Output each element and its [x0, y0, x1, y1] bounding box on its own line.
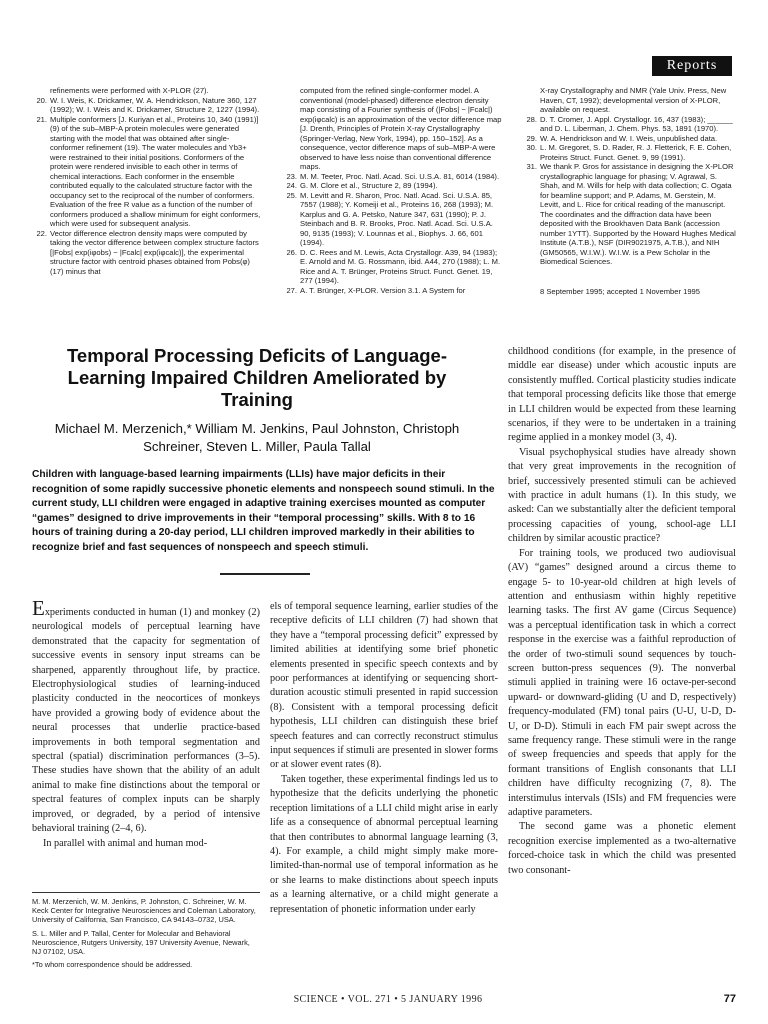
body-paragraph: childhood conditions (for example, in the presence of middle ear disease) under which acoustic inputs are consistently muffled. Cortical plasticity studies indicate that temporal processing deficits like those that emerge in LLI children would be expected from these learning scenarios, if they were to be undertaken in a training regime applied in a monkey model (3, 4). [508, 346, 736, 444]
reference-item [522, 162, 738, 267]
reference-text: M. M. Teeter, Proc. Natl. Acad. Sci. U.S.A. 81, 6014 (1984). [300, 171, 500, 181]
abstract-divider [220, 573, 310, 575]
body-column-2 [270, 600, 498, 917]
references-column-2 [282, 86, 504, 295]
reference-item [522, 134, 738, 144]
body-paragraph: The second game was a phonetic element recognition exercise implemented as a two-alternative forced-choice task in which the child was presented two consonant- [508, 821, 736, 876]
page-number: 77 [723, 993, 736, 1005]
correspondence-note: *To whom correspondence should be addressed. [32, 960, 193, 970]
references-block [32, 86, 736, 326]
section-badge: Reports [652, 56, 732, 76]
reference-number: 26. [286, 247, 297, 257]
reference-number: 22. [36, 228, 47, 238]
article-title: Temporal Processing Deficits of Language-Learning Impaired Children Ameliorated by Training [66, 345, 447, 410]
reference-item [32, 96, 262, 115]
article-abstract: Children with language-based learning impairments (LLIs) have major deficits in their recognition of some rapidly successive phonetic elements and nonspeech sound stimuli. In the current study, LLI children were engaged in adaptive training exercises mounted as computer “games” designed to drive improvements in their “temporal processing” skills. With 8 to 16 hours of training during a 20-day period, LLI children improved markedly in their abilities to recognize brief and fast sequences of nonspeech and speech stimuli. [32, 469, 495, 553]
reference-number: 30. [526, 143, 537, 152]
reference-text: W. I. Weis, K. Drickamer, W. A. Hendrickson, Nature 360, 127 (1992); W. I. Weis and K. Drickamer, Structure 2, 1227 (1994). [50, 95, 260, 114]
footnote-divider [32, 892, 260, 893]
reference-item [282, 286, 504, 296]
article-authors: Michael M. Merzenich,* William M. Jenkins, Paul Johnston, Christoph Schreiner, Steven L. Miller, Paula Tallal [54, 421, 460, 454]
body-column-1 [32, 596, 260, 851]
reference-number: 20. [36, 95, 47, 105]
reference-item [522, 115, 738, 134]
reference-item [522, 143, 738, 162]
reference-item [282, 172, 504, 182]
reference-item [522, 86, 738, 115]
reference-item [282, 181, 504, 191]
author-affiliations [32, 897, 260, 973]
reference-text: D. C. Rees and M. Lewis, Acta Crystallogr. A39, 94 (1983); E. Arnold and M. G. Rossmann, ibid. A44, 270 (1988); L. M. Rice and A. T. Brünger, Proteins Struct. Funct. Genet. 19, 277 (1994). [300, 247, 501, 285]
body-paragraph: xperiments conducted in human (1) and monkey (2) neurological models of perceptual learning have demonstrated that the capacity for segmentation of successive events in sensory input streams can be sharpened, apparently throughout life, by practice. Electrophysiological studies of learning-induced plasticity conducted in the neocortices of monkeys have provided a growing body of evidence about the neural processes that underlie practice-based improvements in both temporal segmentation and spectral (spatial) discrimination performances (3–5). These studies have shown that the ability of an adult animal to make fine distinctions about the temporal or spectral features of complex inputs can be sharply improved, or degraded, by a period of intensive behavioral training (2–4, 6). [32, 607, 260, 835]
reference-item [32, 229, 262, 277]
reference-item [32, 115, 262, 229]
affiliation-note: S. L. Miller and P. Tallal, Center for Molecular and Behavioral Neuroscience, Rutgers University, 197 University Avenue, Newark, NJ 07102, USA. [32, 928, 250, 957]
reference-text: We thank P. Gros for assistance in designing the X-PLOR crystallographic language for phasing; V. Agrawal, S. Shah, and M. Wills for help with data collection; C. Ogata for beamline support; and P. Adams, M. Gerstein, M. Levitt, and L. Rice for critical reading of the manuscript. The coordinates and the diffraction data have been deposited with the Brookhaven Data Bank (accession number 1YTT). Supported by the Howard Hughes Medical Institute (A.T.B.), NSF (DIR9021975, A.T.B.), and NIH (GM50565, W.I.W.). W.I.W. is a Pew Scholar in the Biomedical Sciences. [540, 162, 736, 266]
references-column-3 [522, 86, 738, 296]
body-paragraph: els of temporal sequence learning, earlier studies of the receptive deficits of LLI children (7) had shown that they have a “temporal processing deficit” expressed by limited abilities at identifying some brief phonetic elements presented in specific speech contexts and by poor performances at identifying or sequencing short-duration acoustic stimuli presented in rapid succession (8). Consistent with a temporal processing deficit hypothesis, LLI children can distinguish these brief speech features and can correctly reconstruct stimulus input sequences if stimuli are presented in slower forms or at slower event rates (8). [270, 601, 498, 771]
reference-number: 23. [286, 171, 297, 181]
reference-item [282, 248, 504, 286]
reference-text: M. Levitt and R. Sharon, Proc. Natl. Acad. Sci. U.S.A. 85, 7557 (1988); Y. Komeiji et al., Proteins 16, 268 (1993); M. Karplus and G. A. Petsko, Nature 347, 631 (1990); P. J. Steinbach and B. R. Brooks, Proc. Natl. Acad. Sci. U.S.A. 90, 9135 (1993); V. Lounnas et al., Biophys. J. 66, 601 (1994). [300, 190, 494, 247]
reference-number: 29. [526, 133, 537, 143]
body-paragraph: Visual psychophysical studies have already shown that very great improvements in the recognition of brief, successively presented stimuli can be achieved with practice in adult humans (1). In this study, we asked: Can we substantially alter the deficient temporal processing capacities of young, school-age LLI children by similar acoustic practice? [508, 446, 736, 545]
received-date: 8 September 1995; accepted 1 November 1995 [540, 286, 700, 296]
reference-item [282, 191, 504, 248]
body-paragraph: Taken together, these experimental findings led us to hypothesize that the deficits underlying the phonetic reception limitations of a LLI child might arise in early life as a consequence of abnormal perceptual learning that then contributes to abnormal language learning (3, 4). For example, a child might simply make more-limited-than-normal use of temporal information as he or she learns to make distinctions about speech inputs as a learning alternative, or a child might generate a representation of phonetic information under early [270, 773, 498, 915]
reference-text: W. A. Hendrickson and W. I. Weis, unpublished data. [540, 133, 718, 143]
reference-number: 31. [526, 162, 537, 171]
reference-text: computed from the refined single-conformer model. A conventional (model-phased) difference electron density map consisting of a Fourier synthesis of (|Fobs| − |Fcalc|) exp(iφcalc) is an approximation of the vector difference map [J. Drenth, Principles of Protein X-ray Crystallography (Springer-Verlag, New York, 1994), pp. 150–152]. As a consequence, vector difference maps of sub–MBP-A were observed to have less noise than conventional difference maps. [300, 86, 502, 171]
references-column-1 [32, 86, 262, 276]
reference-number: 21. [36, 114, 47, 124]
reference-text: A. T. Brünger, X-PLOR. Version 3.1. A System for [300, 285, 466, 295]
drop-cap: E [32, 596, 45, 620]
reference-text: L. M. Gregoret, S. D. Rader, R. J. Fletterick, F. E. Cohen, Proteins Struct. Funct. Genet. 9, 99 (1991). [540, 143, 732, 162]
reference-number: 25. [286, 190, 297, 200]
body-column-3 [508, 345, 736, 878]
reference-number: 24. [286, 181, 297, 190]
reference-number: 28. [526, 114, 537, 124]
reference-text: D. T. Cromer, J. Appl. Crystallogr. 16, 437 (1983); ______ and D. L. Liberman, J. Chem. Phys. 53, 1891 (1970). [540, 114, 733, 133]
reference-text: G. M. Clore et al., Structure 2, 89 (1994). [300, 181, 438, 190]
reference-item [32, 86, 262, 96]
reference-text: refinements were performed with X-PLOR (27). [50, 86, 209, 95]
body-paragraph: In parallel with animal and human mod- [43, 837, 208, 849]
reference-number: 27. [286, 285, 297, 295]
journal-footer: SCIENCE • VOL. 271 • 5 JANUARY 1996 [293, 994, 483, 1005]
reference-text: Vector difference electron density maps were computed by taking the vector difference between complex structure factors [|Fobs| exp(iφobs) − |Fcalc| exp(iφcalc)], the experimental structure factor with centroid phases obtained from Pobs(φ) (17) minus that [50, 228, 259, 276]
body-paragraph: For training tools, we produced two audiovisual (AV) “games” designed around a circus theme to engage 5- to 10-year-old children at high levels of attention and enthusiasm within highly repetitive learning tasks. The first AV game (Circus Sequence) was a perceptual identification task in which a correct response in the exercise was a faithful reproduction of the order of two-stimuli sound sequences by touch-screen button-press sequences (9). The nonverbal stimuli applied in training were 16 octave-per-second upward- or downward-gliding (U and D, respectively) frequency-modulated (FM) tonal pairs (U-U, U-D, D-U, or D-D). Stimuli in each FM pair swept across the same frequency range. These stimuli were in the range of sweep frequencies and speeds that apply for the formant transitions of English consonants that LLI children have difficulty recognizing (7, 8). The interstimulus intervals (ISIs) and FM frequencies were adaptive parameters. [508, 547, 736, 818]
reference-item [282, 86, 504, 172]
reference-text: X-ray Crystallography and NMR (Yale Univ. Press, New Haven, CT, 1992); developmental version of X-PLOR, available on request. [540, 86, 727, 114]
affiliation-note: M. M. Merzenich, W. M. Jenkins, P. Johnston, C. Schreiner, W. M. Keck Center for Integrative Neurosciences and Coleman Laboratory, University of California, San Francisco, CA 94143–0732, USA. [32, 897, 256, 925]
reference-text: Multiple conformers [J. Kuriyan et al., Proteins 10, 340 (1991)] (9) of the sub–MBP-A protein molecules were generated starting with the model that was obtained after single-conformer refinement (19). The water molecules and Yb3+ were restrained to their initial positions. Conformers of the protein were rendered invisible to each other in terms of chemical interactions. Each conformer in the ensemble contributed equally to the calculated structure factor with the occupancy set to the reciprocal of the number of conformers. Evaluation of the free R value as a function of the number of conformers produced a shallow minimum for eight conformers, which were used for subsequent analysis. [50, 114, 261, 228]
